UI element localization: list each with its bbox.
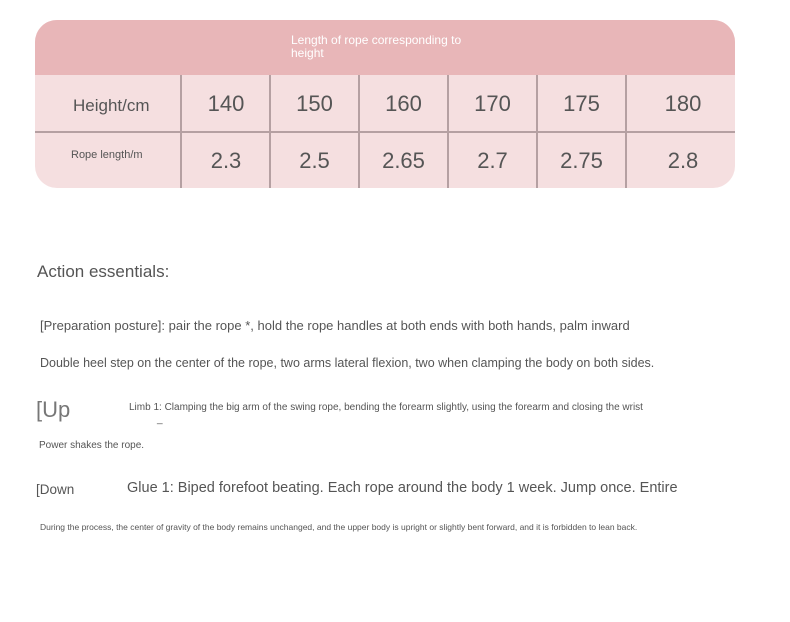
height-row-label: Height/cm	[73, 96, 150, 115]
preparation-text: [Preparation posture]: pair the rope *, hold the rope handles at both ends with both hands, palm inward	[40, 318, 630, 333]
up-marker: [Up	[36, 397, 71, 422]
rope-length-cell: 2.8	[667, 147, 699, 173]
power-text: Power shakes the rope.	[39, 440, 145, 451]
column-divider	[625, 75, 627, 188]
height-cell: 160	[385, 90, 422, 116]
height-cell: 175	[563, 90, 600, 116]
rope-length-cell: 2.75	[560, 147, 603, 173]
height-cell: 150	[296, 90, 333, 116]
essentials-heading: Action essentials:	[37, 262, 170, 281]
limb-dash: _	[157, 414, 163, 425]
glue-text: Glue 1: Biped forefoot beating. Each rope around the body 1 week. Jump once. Entire	[127, 480, 678, 496]
column-divider	[180, 75, 182, 188]
rope-length-table	[35, 20, 735, 188]
during-text: During the process, the center of gravity of the body remains unchanged, and the upper body is upright or slightly bent forward, and it is forbidden to lean back.	[40, 522, 638, 532]
column-divider	[358, 75, 360, 188]
table-title: Length of rope corresponding to height	[291, 33, 462, 60]
height-cell: 180	[664, 90, 702, 116]
column-divider	[447, 75, 449, 188]
rope-length-cell: 2.65	[382, 147, 425, 173]
column-divider	[536, 75, 538, 188]
heel-step-text: Double heel step on the center of the rope, two arms lateral flexion, two when clamping the body on both sides.	[40, 356, 655, 370]
height-row	[35, 75, 735, 132]
column-divider	[269, 75, 271, 188]
rope-length-row-label: Rope length/m	[71, 149, 143, 161]
rope-length-row	[35, 132, 735, 188]
rope-length-cell: 2.3	[210, 147, 242, 173]
down-marker: [Down	[36, 482, 75, 497]
table-header	[35, 20, 735, 75]
height-cell: 140	[207, 90, 245, 116]
rope-length-cell: 2.7	[477, 147, 508, 173]
rope-length-cell: 2.5	[299, 147, 330, 173]
height-cell: 170	[474, 90, 511, 116]
limb-text: Limb 1: Clamping the big arm of the swing rope, bending the forearm slightly, using the forearm and closing the wrist	[129, 402, 643, 413]
